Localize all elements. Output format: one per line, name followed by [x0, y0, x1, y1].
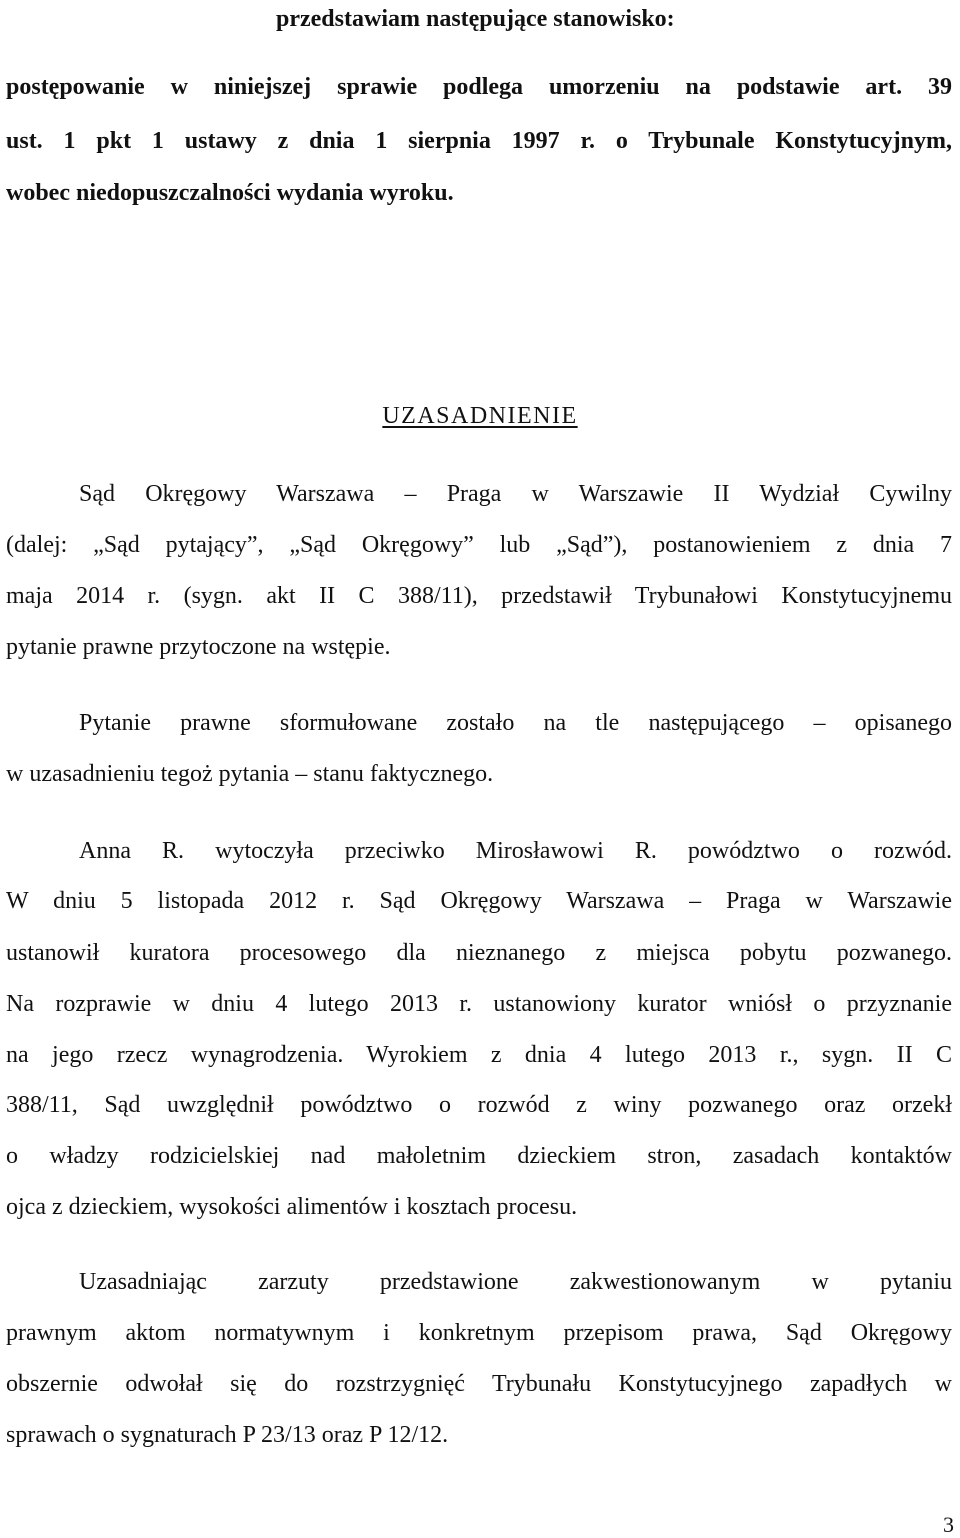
section-heading: UZASADNIENIE [382, 403, 578, 429]
page-number: 3 [943, 1512, 954, 1537]
paragraph-line: w uzasadnieniu tegoż pytania – stanu faktycznego. [6, 761, 494, 787]
paragraph-line: Na rozprawie w dniu 4 lutego 2013 r. ustanowiony kurator wniósł o przyznanie [6, 991, 952, 1017]
paragraph-line: maja 2014 r. (sygn. akt II C 388/11), przedstawił Trybunałowi Konstytucyjnemu [6, 583, 952, 609]
intro-line: wobec niedopuszczalności wydania wyroku. [6, 180, 454, 206]
intro-line: przedstawiam następujące stanowisko: [276, 6, 675, 32]
paragraph-line: Anna R. wytoczyła przeciwko Mirosławowi R. powództwo o rozwód. [79, 838, 952, 864]
paragraph-line: Pytanie prawne sformułowane zostało na tle następującego – opisanego [79, 710, 952, 736]
paragraph-line: pytanie prawne przytoczone na wstępie. [6, 634, 391, 660]
paragraph-line: ojca z dzieckiem, wysokości alimentów i kosztach procesu. [6, 1194, 578, 1220]
paragraph-line: sprawach o sygnaturach P 23/13 oraz P 12/12. [6, 1422, 449, 1448]
paragraph-line: Uzasadniając zarzuty przedstawione zakwestionowanym w pytaniu [79, 1269, 952, 1295]
paragraph-line: o władzy rodzicielskiej nad małoletnim dzieckiem stron, zasadach kontaktów [6, 1143, 952, 1169]
intro-line: ust. 1 pkt 1 ustawy z dnia 1 sierpnia 1997 r. o Trybunale Konstytucyjnym, [6, 128, 952, 154]
paragraph-line: obszernie odwołał się do rozstrzygnięć Trybunału Konstytucyjnego zapadłych w [6, 1371, 952, 1397]
paragraph-line: na jego rzecz wynagrodzenia. Wyrokiem z dnia 4 lutego 2013 r., sygn. II C [6, 1042, 952, 1068]
paragraph-line: prawnym aktom normatywnym i konkretnym przepisom prawa, Sąd Okręgowy [6, 1320, 952, 1346]
paragraph-line: W dniu 5 listopada 2012 r. Sąd Okręgowy Warszawa – Praga w Warszawie [6, 888, 952, 914]
paragraph-line: Sąd Okręgowy Warszawa – Praga w Warszawie II Wydział Cywilny [79, 481, 952, 507]
paragraph-line: ustanowił kuratora procesowego dla nieznanego z miejsca pobytu pozwanego. [6, 940, 952, 966]
paragraph-line: (dalej: „Sąd pytający”, „Sąd Okręgowy” lub „Sąd”), postanowieniem z dnia 7 [6, 532, 952, 558]
paragraph-line: 388/11, Sąd uwzględnił powództwo o rozwód z winy pozwanego oraz orzekł [6, 1092, 952, 1118]
intro-line: postępowanie w niniejszej sprawie podlega umorzeniu na podstawie art. 39 [6, 74, 952, 100]
